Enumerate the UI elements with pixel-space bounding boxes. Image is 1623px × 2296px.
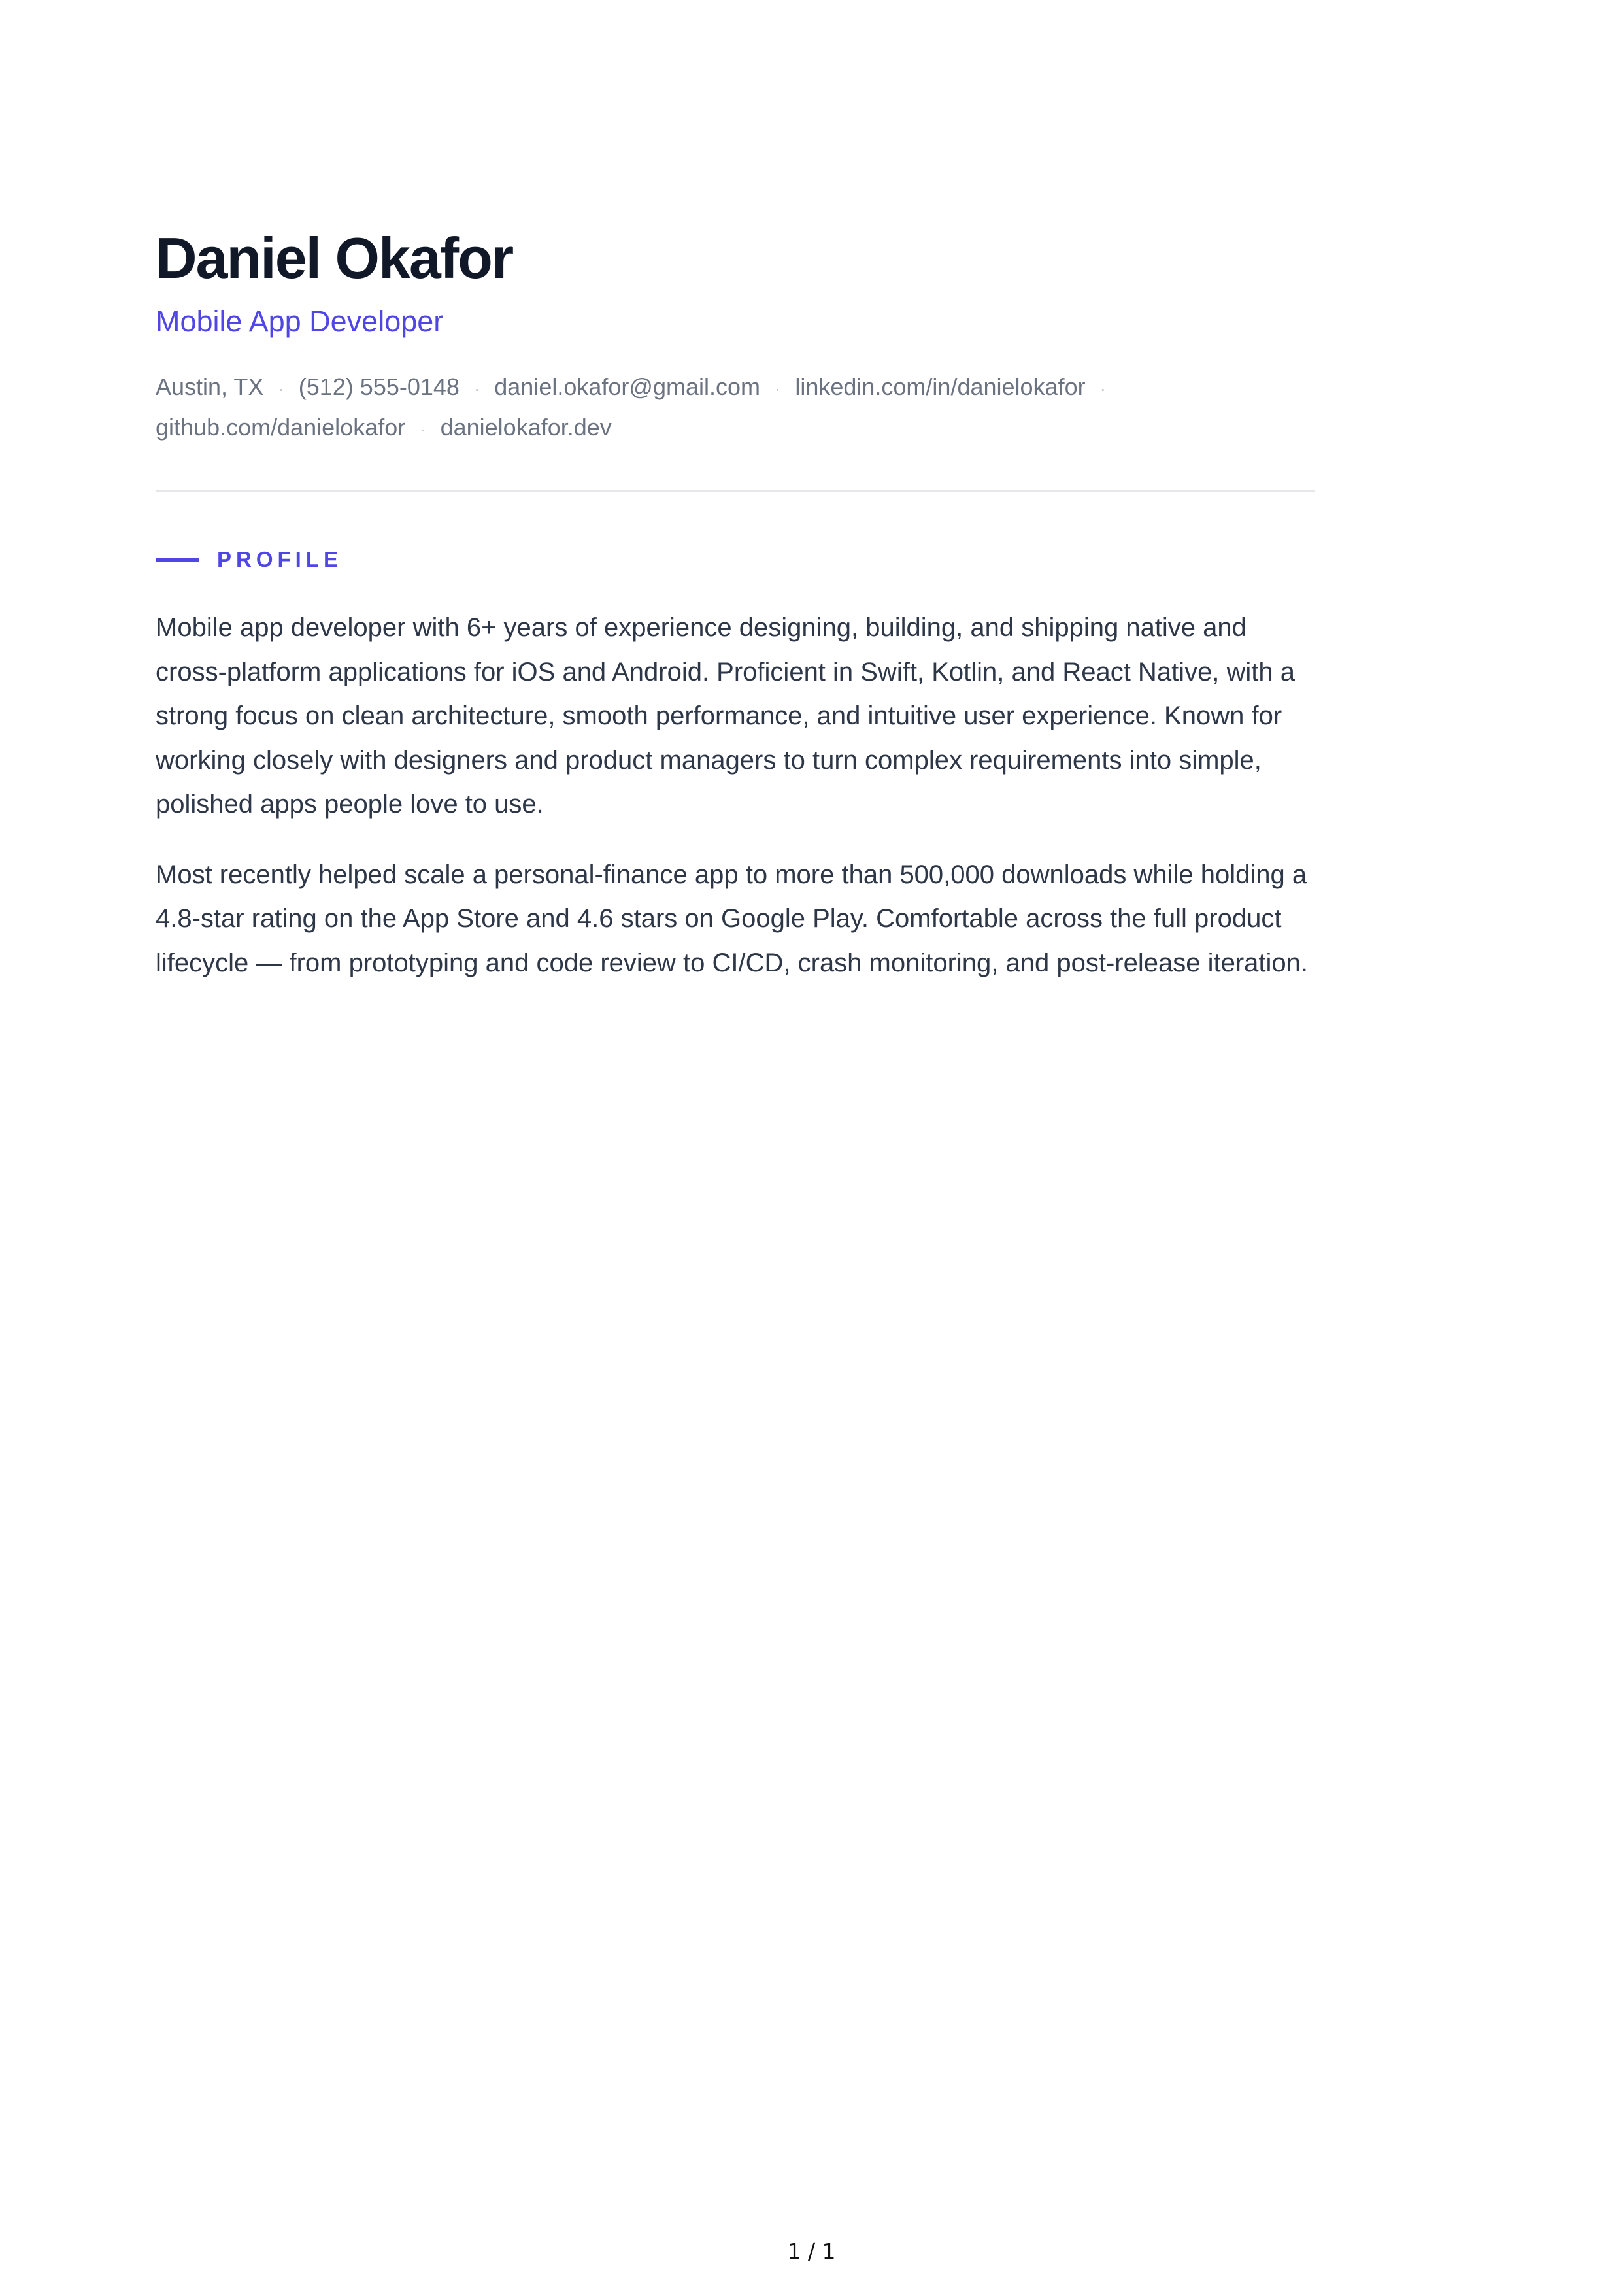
contact-email[interactable]: daniel.okafor@gmail.com	[494, 373, 760, 400]
contact-github[interactable]: github.com/danielokafor	[156, 414, 406, 441]
profile-paragraph: Most recently helped scale a personal-finance app to more than 500,000 downloads while holding a 4.8-star rating on the App Store and 4.6 stars on Google Play. Comfortable across the full product lifecycle — from prototyping and code review to CI/CD, crash monitoring, and post-release iteration.	[156, 860, 1309, 977]
contact-separator: ·	[473, 379, 480, 399]
contact-linkedin[interactable]: linkedin.com/in/danielokafor	[795, 373, 1086, 400]
section-accent-rule	[156, 558, 199, 562]
contact-separator: ·	[775, 379, 781, 399]
job-title: Mobile App Developer	[156, 305, 444, 338]
profile-section-header	[156, 547, 1315, 572]
header-divider	[156, 490, 1315, 492]
profile-paragraph: Mobile app developer with 6+ years of experience designing, building, and shipping native and cross-platform applications for iOS and Android. Proficient in Swift, Kotlin, and React Native, with a strong focus on clean architecture, smooth performance, and intuitive user experience. Known for working closely with designers and product managers to turn complex requirements into simple, polished apps people love to use.	[156, 613, 1296, 819]
contact-separator: ·	[1099, 379, 1106, 399]
contact-location: Austin, TX	[156, 373, 264, 400]
profile-heading: PROFILE	[217, 547, 343, 571]
contact-separator: ·	[278, 379, 284, 399]
candidate-name: Daniel Okafor	[156, 226, 513, 290]
contact-separator: ·	[420, 419, 426, 439]
resume-content	[156, 222, 1315, 1011]
contact-website[interactable]: danielokafor.dev	[440, 414, 612, 441]
contact-phone[interactable]: (512) 555-0148	[298, 373, 460, 400]
page-number: 1 / 1	[787, 2238, 836, 2264]
contact-info	[156, 367, 1315, 448]
